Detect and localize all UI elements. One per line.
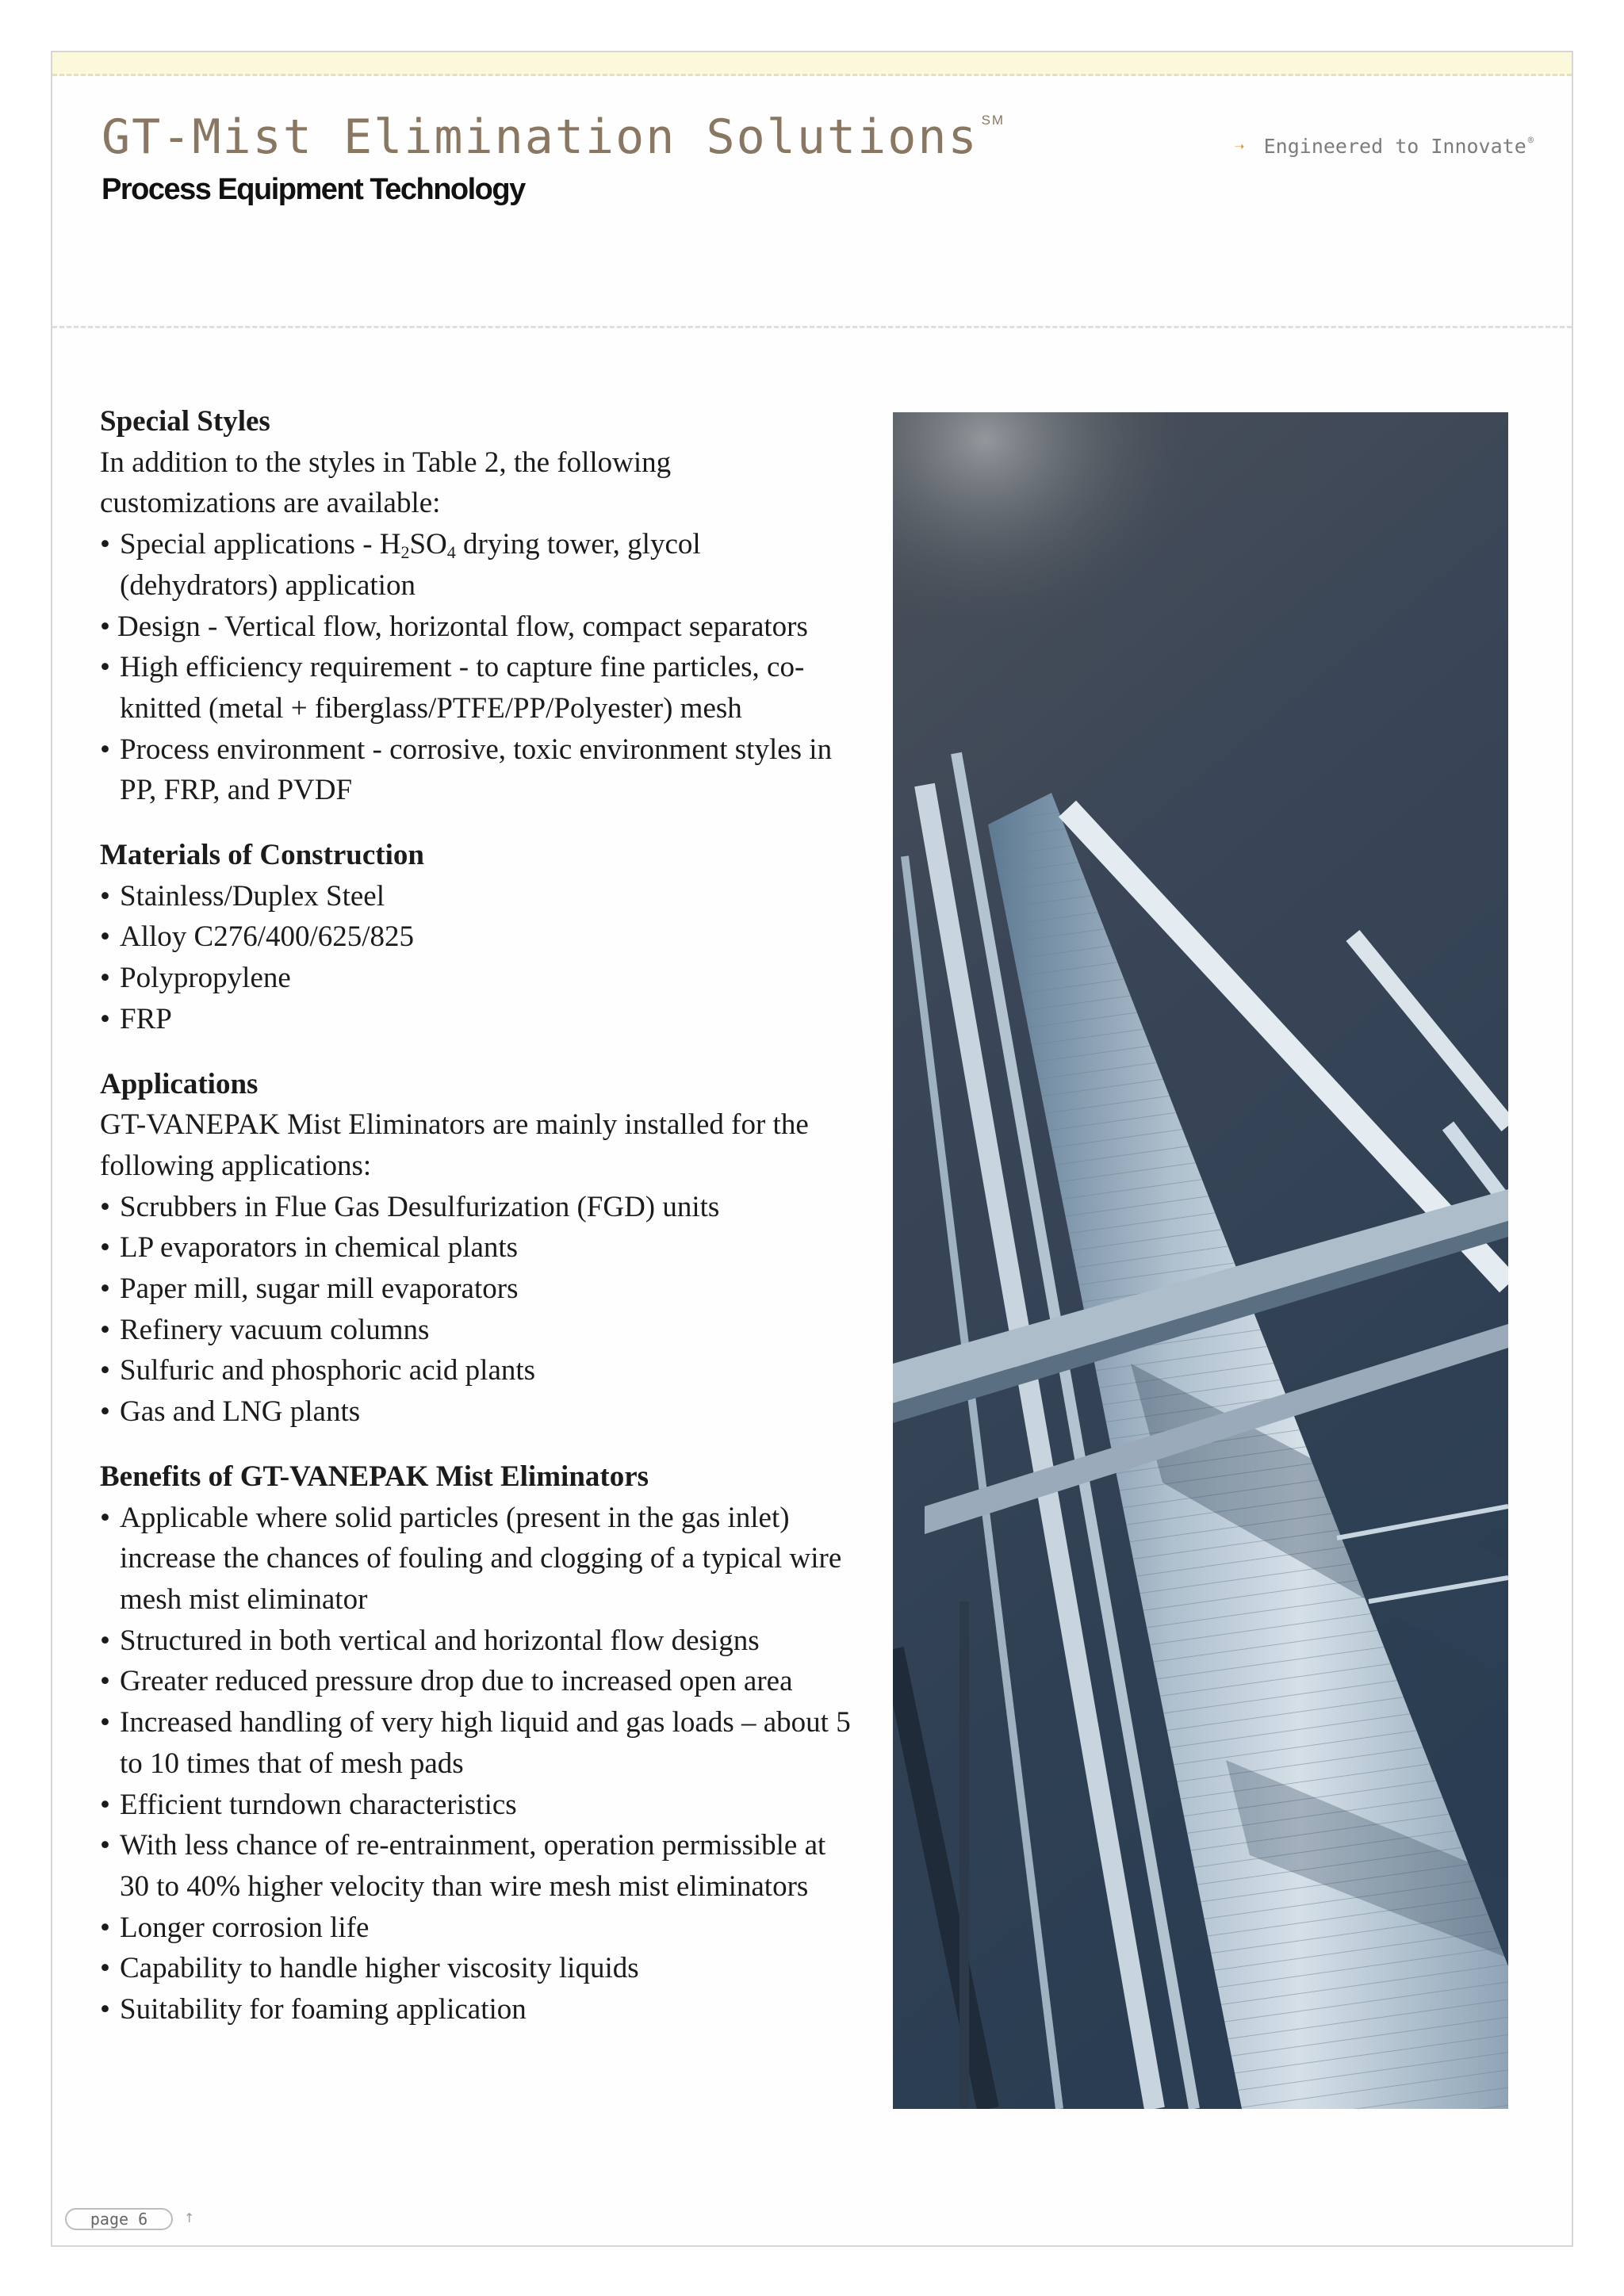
list-item: • Capability to handle higher viscosity liquids <box>100 1948 853 1989</box>
list-item: • LP evaporators in chemical plants <box>100 1227 853 1269</box>
section-intro: In addition to the styles in Table 2, the following customizations are available: <box>100 446 672 520</box>
page-frame <box>51 51 1573 2247</box>
list-item: • Polypropylene <box>100 958 853 999</box>
header-divider <box>52 326 1572 328</box>
list-item: • Gas and LNG plants <box>100 1391 853 1433</box>
list-item: • High efficiency requirement - to capture fine particles, co-knitted (metal + fiberglass/PTFE/PP/Polyester) mesh <box>100 647 853 729</box>
arrow-up-icon: ↑ <box>184 2210 195 2225</box>
list-item: • Applicable where solid particles (present in the gas inlet) increase the chances of fouling and clogging of a typical wire mesh mist eliminator <box>100 1498 853 1621</box>
section-intro: GT-VANEPAK Mist Eliminators are mainly installed for the following applications: <box>100 1108 809 1182</box>
section-heading: Applications <box>100 1067 259 1100</box>
list-item: • Scrubbers in Flue Gas Desulfurization (FGD) units <box>100 1187 853 1228</box>
list-item: • FRP <box>100 999 853 1040</box>
list-item: • Sulfuric and phosphoric acid plants <box>100 1350 853 1391</box>
list-item: • Stainless/Duplex Steel <box>100 876 853 917</box>
list-item: • Paper mill, sugar mill evaporators <box>100 1269 853 1310</box>
arrow-right-icon: ➝ <box>1234 138 1245 158</box>
list-item: • Greater reduced pressure drop due to increased open area <box>100 1661 853 1702</box>
main-content <box>100 401 853 2054</box>
applications-section <box>100 1064 853 1433</box>
page-subtitle: Process Equipment Technology <box>102 173 525 206</box>
page-title: GT-Mist Elimination Solutions ℠ <box>102 109 1005 165</box>
section-heading: Special Styles <box>100 405 270 438</box>
list-item: • Longer corrosion life <box>100 1908 853 1949</box>
list-item: • Structured in both vertical and horizontal flow designs <box>100 1621 853 1662</box>
materials-section <box>100 835 853 1040</box>
list-item: • Design - Vertical flow, horizontal flow, compact separators <box>100 607 853 648</box>
top-band <box>52 52 1572 76</box>
list-item: • Special applications - $H_2SO_4$ drying tower, glycol (dehydrators) application <box>100 524 853 606</box>
page-number: page 6 <box>65 2208 173 2230</box>
list-item: • Refinery vacuum columns <box>100 1310 853 1351</box>
service-mark: SM <box>981 113 1005 128</box>
list-item: • Alloy C276/400/625/825 <box>100 916 853 958</box>
section-heading: Benefits of GT-VANEPAK Mist Eliminators <box>100 1460 649 1493</box>
tower-photo <box>893 412 1508 2109</box>
registered-mark: ® <box>1527 135 1534 146</box>
special-styles-section <box>100 401 853 811</box>
list-item: • Increased handling of very high liquid and gas loads – about 5 to 10 times that of mesh pads <box>100 1702 853 1784</box>
section-heading: Materials of Construction <box>100 839 424 872</box>
benefits-section <box>100 1456 853 2030</box>
list-item: • Suitability for foaming application <box>100 1989 853 2030</box>
list-item: • Process environment - corrosive, toxic environment styles in PP, FRP, and PVDF <box>100 729 853 811</box>
list-item: • With less chance of re-entrainment, operation permissible at 30 to 40% higher velocity than wire mesh mist eliminators <box>100 1825 853 1907</box>
tagline: ➝ Engineered to Innovate ® <box>1234 135 1534 158</box>
list-item: • Efficient turndown characteristics <box>100 1785 853 1826</box>
